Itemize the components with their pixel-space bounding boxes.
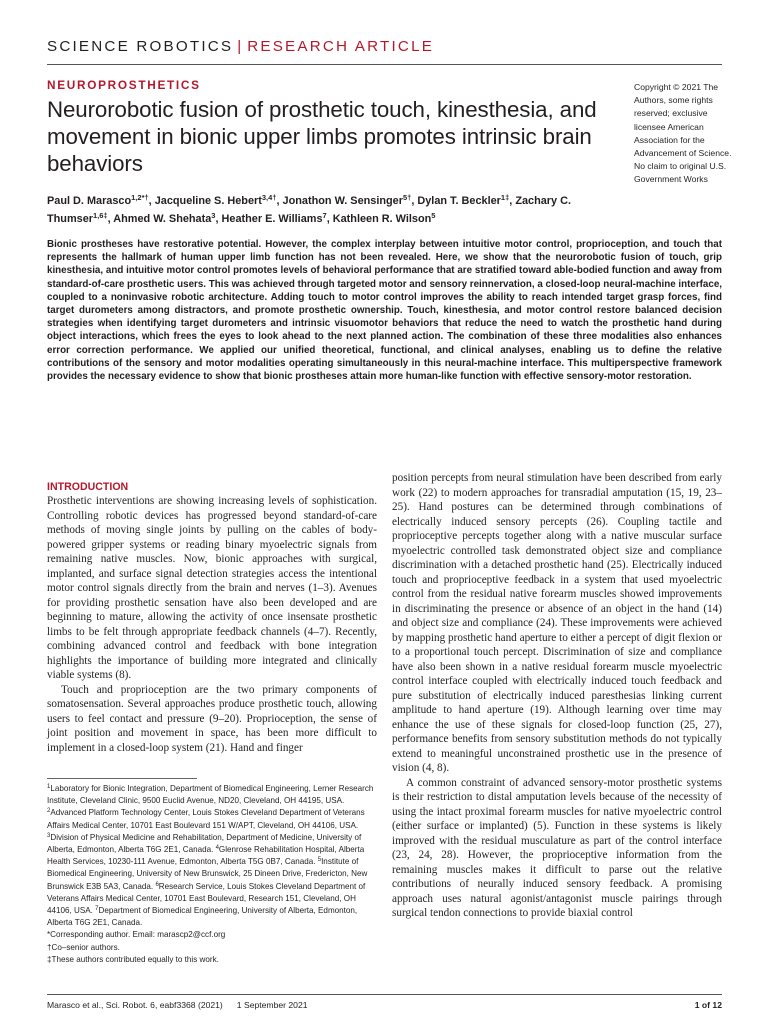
intro-paragraph: A common constraint of advanced sensory-motor prosthetic systems is their restriction to distal amputation levels because of the necessity of using the intact proximal forearm muscles for native myoelectric control (either surface or implanted) (5). Function in these systems is likely improved with the residual musculature as part of the control interface (23, 24, 28). However, the proprioceptive information from the remaining muscles makes it difficult to parse out the relative contributions of neurally induced sensory feedback. A promising approach uses natural agonist/antagonist muscle pairings through surgical tendon connections to provide biaxial control (392, 776, 722, 919)
author-name: Dylan T. Beckler (417, 195, 501, 207)
footnote-rule (47, 778, 197, 779)
footer-citation (47, 1000, 308, 1010)
header-rule (47, 64, 722, 65)
affiliation-text: Laboratory for Bionic Integration, Department of Biomedical Engineering, Lerner Research Institute, Cleveland Clinic, 9500 Euclid Avenue, ND20, Cleveland, OH 44195, USA. (47, 784, 374, 806)
affiliation-text: Advanced Platform Technology Center, Louis Stokes Cleveland Department of Veterans Affairs Medical Center, 10701 East Boulevard 151 W/APT, Cleveland, OH 44106, USA. (47, 808, 365, 830)
affiliation-marker: 4 (215, 845, 219, 852)
affiliations (47, 783, 377, 929)
author-separator: , (215, 213, 222, 225)
footer-rule (47, 994, 722, 995)
affiliation-text: Glenrose Rehabilitation Hospital, Alberta Health Services, 10230-111 Avenue, Edmonton, Alberta T5G 0B7, Canada. (47, 845, 365, 867)
affiliation-text: Division of Physical Medicine and Rehabilitation, Department of Medicine, University of Alberta, Edmonton, Alberta T6G 2E1, Canada. (47, 832, 362, 855)
co-senior-note: †Co–senior authors. (47, 942, 120, 952)
header-divider: | (237, 38, 242, 55)
equal-contribution-note: ‡These authors contributed equally to this work. (47, 954, 219, 964)
author-separator: , (107, 213, 114, 225)
author-separator: , (509, 195, 516, 207)
author-affiliation-marker: 1,2*† (131, 193, 149, 202)
author-affiliation-marker: 7 (322, 211, 327, 220)
affiliation-marker: 2 (47, 808, 51, 815)
author-affiliation-marker: 3,4† (261, 193, 277, 202)
page-number: 1 of 12 (694, 1000, 722, 1010)
publication-date: 1 September 2021 (236, 1000, 308, 1010)
journal-header (47, 38, 434, 55)
affiliation-marker: 3 (47, 832, 51, 839)
intro-paragraph: Prosthetic interventions are showing increasing levels of sophistication. Controlling robotic devices has progressed beyond standard-of-care methods of moving single joints by pulling on the cables of body-powered gripper systems or reading binary myoelectric signals from remaining native muscles. Now, bionic approaches with surgical, implanted, and surface signal detection strategies access the intentional motor control signals directly from the brain and nerves (1–3). Avenues for providing prosthetic sensation have also been developed and are beginning to mature, allowing the activity of once insensate prosthetic limbs to be felt through appropriate feedback channels (4–7). Recently, combining advanced control and feedback with bone integration highlights the importance of building more integrated and clinically viable systems (8). (47, 495, 377, 681)
author-name: Zachary C. Thumser (47, 195, 572, 225)
author-name: Jonathon W. Sensinger (282, 195, 403, 207)
author-name: Kathleen R. Wilson (332, 213, 432, 225)
journal-name: SCIENCE ROBOTICS (47, 38, 234, 55)
affiliation-text: Research Service, Louis Stokes Cleveland Department of Veterans Affairs Medical Center, 10701 East Boulevard, Research 151, Cleveland, OH 44106, USA. (47, 881, 366, 916)
author-name: Jacqueline S. Hebert (154, 195, 262, 207)
author-affiliation-marker: 5 (431, 211, 436, 220)
footnotes (47, 783, 377, 966)
article-title: Neurorobotic fusion of prosthetic touch, kinesthesia, and movement in bionic upper limbs promotes intrinsic brain behaviors (47, 97, 597, 176)
introduction-heading: INTRODUCTION (47, 481, 129, 493)
author-affiliation-marker: 3 (211, 211, 216, 220)
author-affiliation-marker: 1,6‡ (93, 211, 108, 220)
affiliation-marker: 5 (317, 857, 322, 864)
author-separator: , (326, 213, 333, 225)
author-name: Ahmed W. Shehata (113, 213, 212, 225)
author-affiliation-marker: 1‡ (500, 193, 510, 202)
section-tag: NEUROPROSTHETICS (47, 78, 201, 92)
author-separator: , (411, 195, 418, 207)
affiliation-marker: 6 (155, 881, 159, 888)
author-list (47, 192, 607, 228)
corresponding-author: *Corresponding author. Email: marascp2@ccf.org (47, 930, 226, 940)
affiliation-marker: 7 (95, 906, 99, 913)
author-separator: , (276, 195, 283, 207)
author-separator: , (148, 195, 155, 207)
affiliation-marker: 1 (47, 784, 51, 790)
copyright-notice: Copyright © 2021 The Authors, some rights reserved; exclusive licensee American Association for the Advancement of Science. No claim to original U.S. Government Works (634, 82, 732, 185)
affiliation-text: Department of Biomedical Engineering, University of Alberta, Edmonton, Alberta T6G 2E1, Canada. (47, 906, 358, 928)
citation: Marasco et al., Sci. Robot. 6, eabf3368 (2021) (47, 1000, 223, 1010)
author-name: Heather E. Williams (221, 213, 323, 225)
author-affiliation-marker: 5† (402, 193, 412, 202)
affiliation-text: Institute of Biomedical Engineering, University of New Brunswick, 25 Dineen Drive, Fredericton, New Brunswick E3B 5A3, Canada. (47, 857, 368, 891)
article-type: RESEARCH ARTICLE (247, 38, 435, 55)
abstract: Bionic prostheses have restorative potential. However, the complex interplay between intuitive motor control, proprioception, and touch that represents the hallmark of human upper limb function has not been revealed. Here, we show that the neurorobotic fusion of touch, grip kinesthesia, and intuitive motor control promotes levels of behavioral performance that are stratified toward able-bodied function and away from standard-of-care prosthetic users. This was achieved through targeted motor and sensory reinnervation, a closed-loop neural-machine interface, coupled to a noninvasive robotic architecture. Adding touch to motor control improves the ability to reach intended target grasp forces, find target durometers among distractors, and promote prosthetic ownership. Touch, kinesthesia, and motor control restore balanced decision strategies when identifying target durometers and intrinsic visuomotor behaviors that reduce the need to watch the prosthetic hand during object interactions, which frees the eyes to look ahead to the next planned action. The combination of these three modalities also enhances error correction performance. We applied our unified theoretical, functional, and clinical analyses, enabling us to define the relative contributions of the sensory and motor modalities operating simultaneously in this neural-machine interface. This multiperspective framework provides the necessary evidence to show that bionic prostheses attain more human-like function with effective sensory-motor restoration. (47, 239, 722, 383)
intro-paragraph: Touch and proprioception are the two primary components of somatosensation. Several approaches produce prosthetic touch, allowing users to feel contact and pressure (9–20). Proprioception, the sense of joint position and movement in space, has been more difficult to implement in a closed-loop system (21). Hand and finger (47, 683, 377, 754)
right-column (392, 471, 722, 921)
left-column (47, 480, 377, 755)
intro-paragraph: position percepts from neural stimulation have been described from early work (22) to modern approaches for transradial amputation (15, 19, 23–25). Hand postures can be determined through combinations of electrically induced sensory percepts (26). Coupling tactile and proprioceptive percepts together along with a native muscular surface myoelectric controlled task demonstrated object size and compliance discrimination with a detached prosthetic hand (25). Electrically induced touch and proprioceptive feedback in a system that used myoelectric control from the residual native forearm muscles showed improvements in discriminating the presence or absence of an object in the hand (14) and object size and compliance (24). These improvements were achieved by mapping prosthetic hand aperture to either a percept of digit flexion or to a proportional touch percept. Discrimination of size and compliance have also been shown in a native residual forearm muscle myoelectric control interface coupled with electrically induced touch feedback and pure substitution of electrically induced paresthesias linking current amplitude to hand aperture (19). Although learning over time may enhance the use of these signals for closed-loop function (25, 27), performance benefits from sensory substitution methods do not typically extend to meaningful unconstrained prosthetic use in the presence of vision (4, 8). (392, 472, 722, 774)
author-name: Paul D. Marasco (47, 195, 132, 207)
